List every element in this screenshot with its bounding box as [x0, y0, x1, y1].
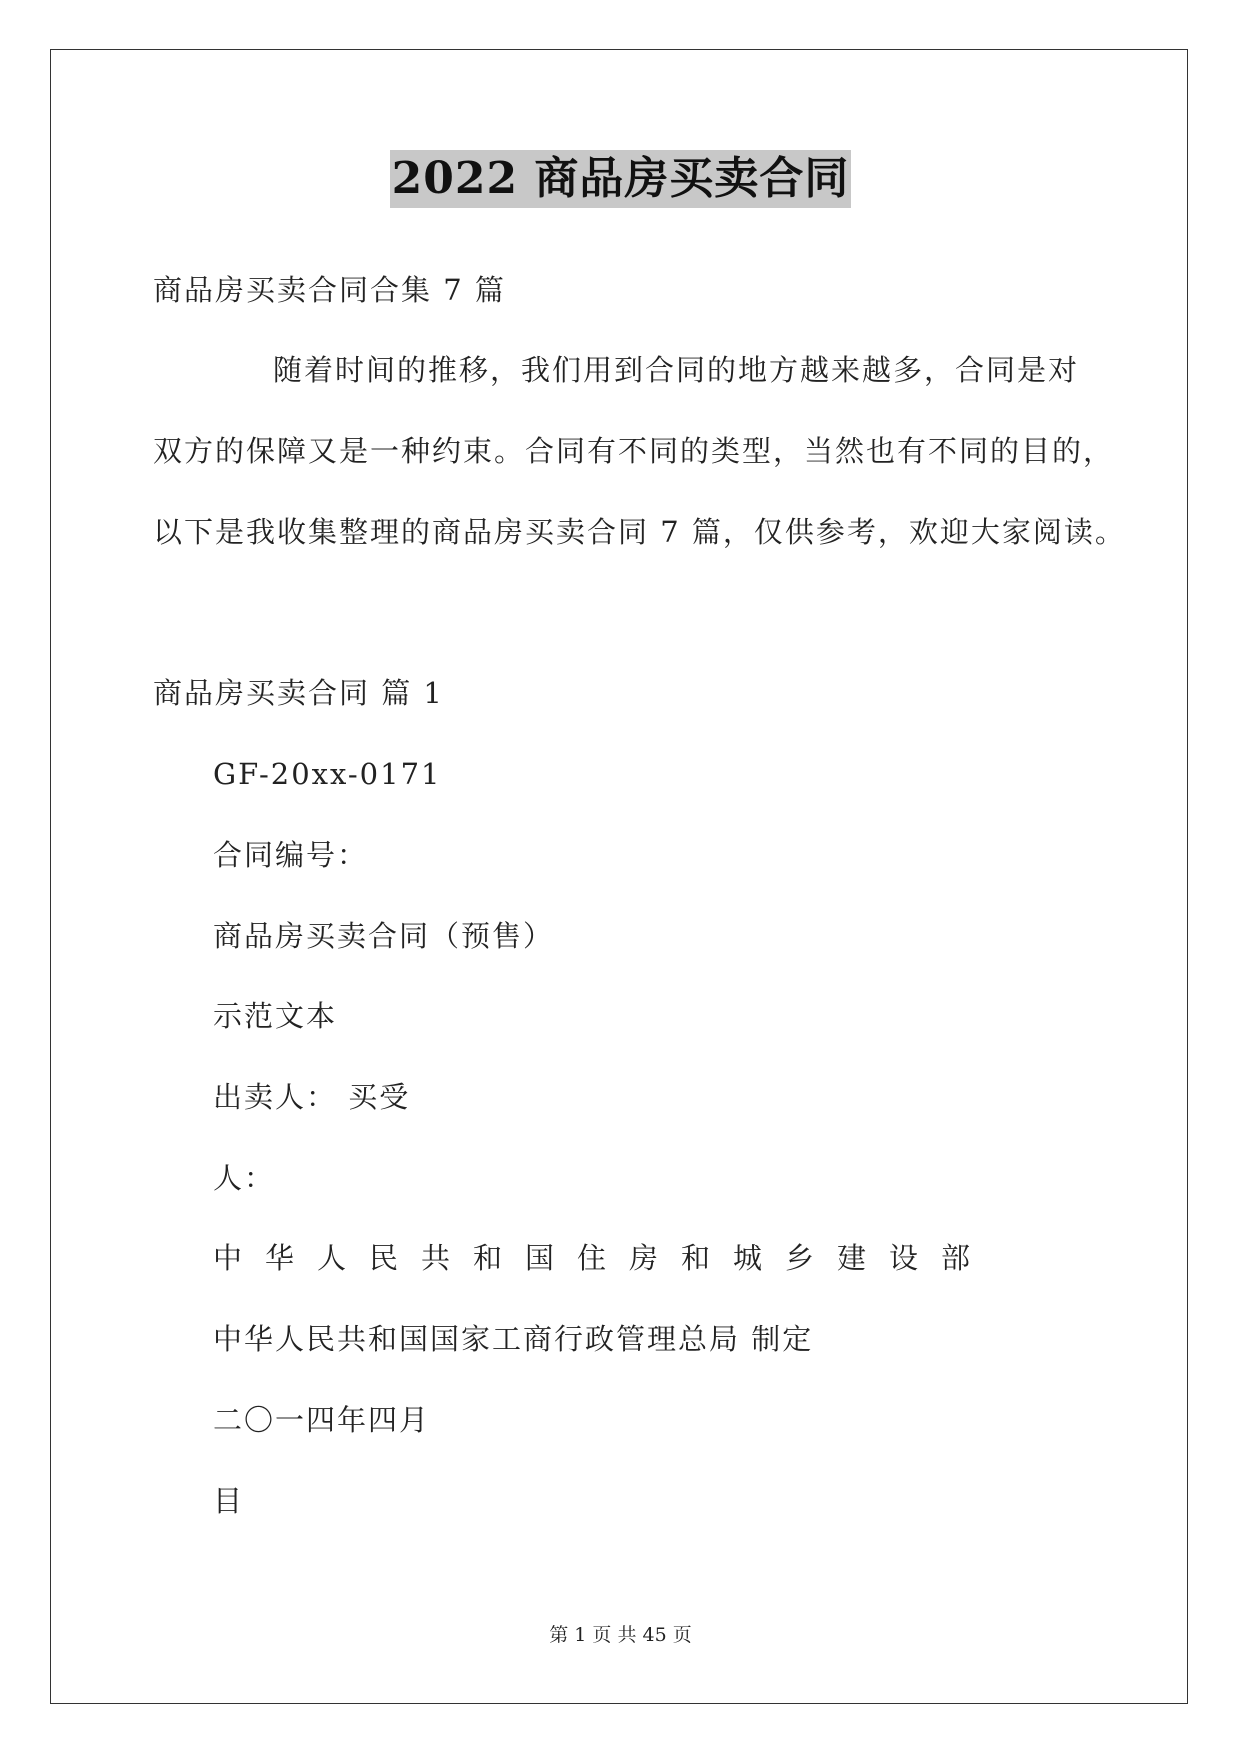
section-heading: 商品房买卖合同 篇 1: [153, 676, 444, 710]
seller-buyer-label: 出卖人： 买受: [213, 1080, 411, 1114]
issuer-ministry: 中华人民共和国住房和城乡建设部: [213, 1241, 994, 1275]
document-title: 2022 商品房买卖合同: [390, 150, 852, 208]
template-label: 示范文本: [213, 999, 338, 1033]
title-container: [0, 150, 1241, 208]
page-footer: 第 1 页 共 45 页: [549, 1624, 692, 1646]
document-subtitle: 商品房买卖合同合集 7 篇: [153, 273, 506, 307]
intro-line-1: 随着时间的推移，我们用到合同的地方越来越多，合同是对: [273, 353, 1080, 387]
issue-date: 二〇一四年四月: [213, 1403, 431, 1437]
form-code: GF-20xx-0171: [213, 757, 442, 791]
intro-line-2: 双方的保障又是一种约束。合同有不同的类型，当然也有不同的目的，: [153, 434, 1115, 468]
intro-line-3: 以下是我收集整理的商品房买卖合同 7 篇，仅供参考，欢迎大家阅读。: [153, 515, 1126, 549]
contract-number-label: 合同编号：: [213, 838, 369, 872]
toc-start: 目: [213, 1484, 245, 1518]
buyer-label-cont: 人：: [213, 1161, 276, 1195]
issuer-administration: 中华人民共和国国家工商行政管理总局 制定: [213, 1322, 814, 1356]
contract-type: 商品房买卖合同（预售）: [213, 919, 555, 953]
